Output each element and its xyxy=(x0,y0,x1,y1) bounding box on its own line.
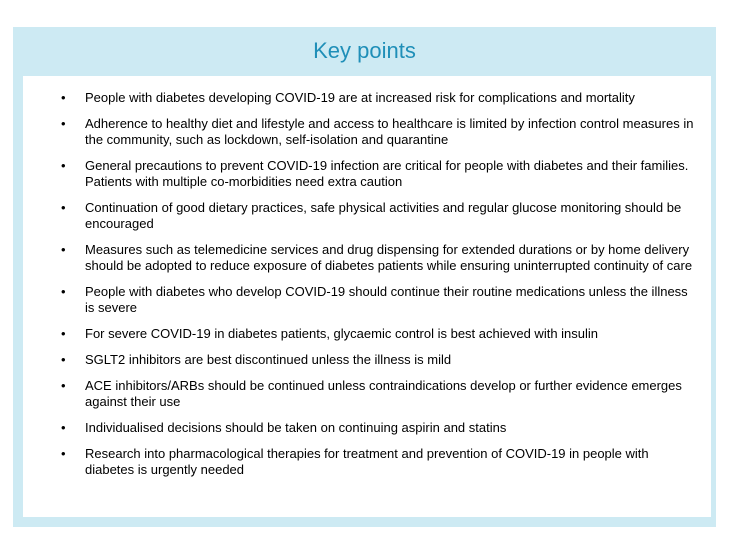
key-point-item xyxy=(23,352,711,368)
bullet-icon: • xyxy=(61,420,66,435)
key-point-item xyxy=(23,116,711,148)
key-points-list xyxy=(23,76,711,478)
key-point-text: Measures such as telemedicine services and drug dispensing for extended durations or by home delivery should be adopted to reduce exposure of diabetes patients while ensuring uninterrupted continuity of care xyxy=(85,242,693,273)
key-points-title: Key points xyxy=(313,38,416,63)
bullet-icon: • xyxy=(61,116,66,131)
key-point-text: People with diabetes developing COVID-19 are at increased risk for complications and mortality xyxy=(85,90,635,105)
key-point-text: People with diabetes who develop COVID-19 should continue their routine medications unless the illness is severe xyxy=(85,284,688,315)
bullet-icon: • xyxy=(61,446,66,461)
key-point-text: Adherence to healthy diet and lifestyle and access to healthcare is limited by infection control measures in the community, such as lockdown, self-isolation and quarantine xyxy=(85,116,694,147)
key-points-box xyxy=(13,27,716,527)
key-point-item xyxy=(23,242,711,274)
bullet-icon: • xyxy=(61,242,66,257)
key-point-item xyxy=(23,158,711,190)
key-point-item xyxy=(23,326,711,342)
bullet-icon: • xyxy=(61,284,66,299)
key-point-text: For severe COVID-19 in diabetes patients, glycaemic control is best achieved with insulin xyxy=(85,326,599,341)
key-point-item xyxy=(23,420,711,436)
key-point-text: Research into pharmacological therapies for treatment and prevention of COVID-19 in people with diabetes is urgently needed xyxy=(85,446,649,477)
key-point-text: SGLT2 inhibitors are best discontinued unless the illness is mild xyxy=(85,352,452,367)
key-points-content xyxy=(23,76,711,517)
key-point-text: General precautions to prevent COVID-19 infection are critical for people with diabetes and their families. Patients with multiple co-morbidities need extra caution xyxy=(85,158,689,189)
key-point-item xyxy=(23,90,711,106)
key-point-item xyxy=(23,284,711,316)
bullet-icon: • xyxy=(61,158,66,173)
key-point-text: ACE inhibitors/ARBs should be continued unless contraindications develop or further evidence emerges against their use xyxy=(85,378,682,409)
key-point-text: Continuation of good dietary practices, safe physical activities and regular glucose monitoring should be encouraged xyxy=(85,200,682,231)
bullet-icon: • xyxy=(61,378,66,393)
key-point-text: Individualised decisions should be taken on continuing aspirin and statins xyxy=(85,420,507,435)
key-point-item xyxy=(23,200,711,232)
bullet-icon: • xyxy=(61,326,66,341)
bullet-icon: • xyxy=(61,90,66,105)
bullet-icon: • xyxy=(61,352,66,367)
key-point-item xyxy=(23,446,711,478)
bullet-icon: • xyxy=(61,200,66,215)
key-point-item xyxy=(23,378,711,410)
